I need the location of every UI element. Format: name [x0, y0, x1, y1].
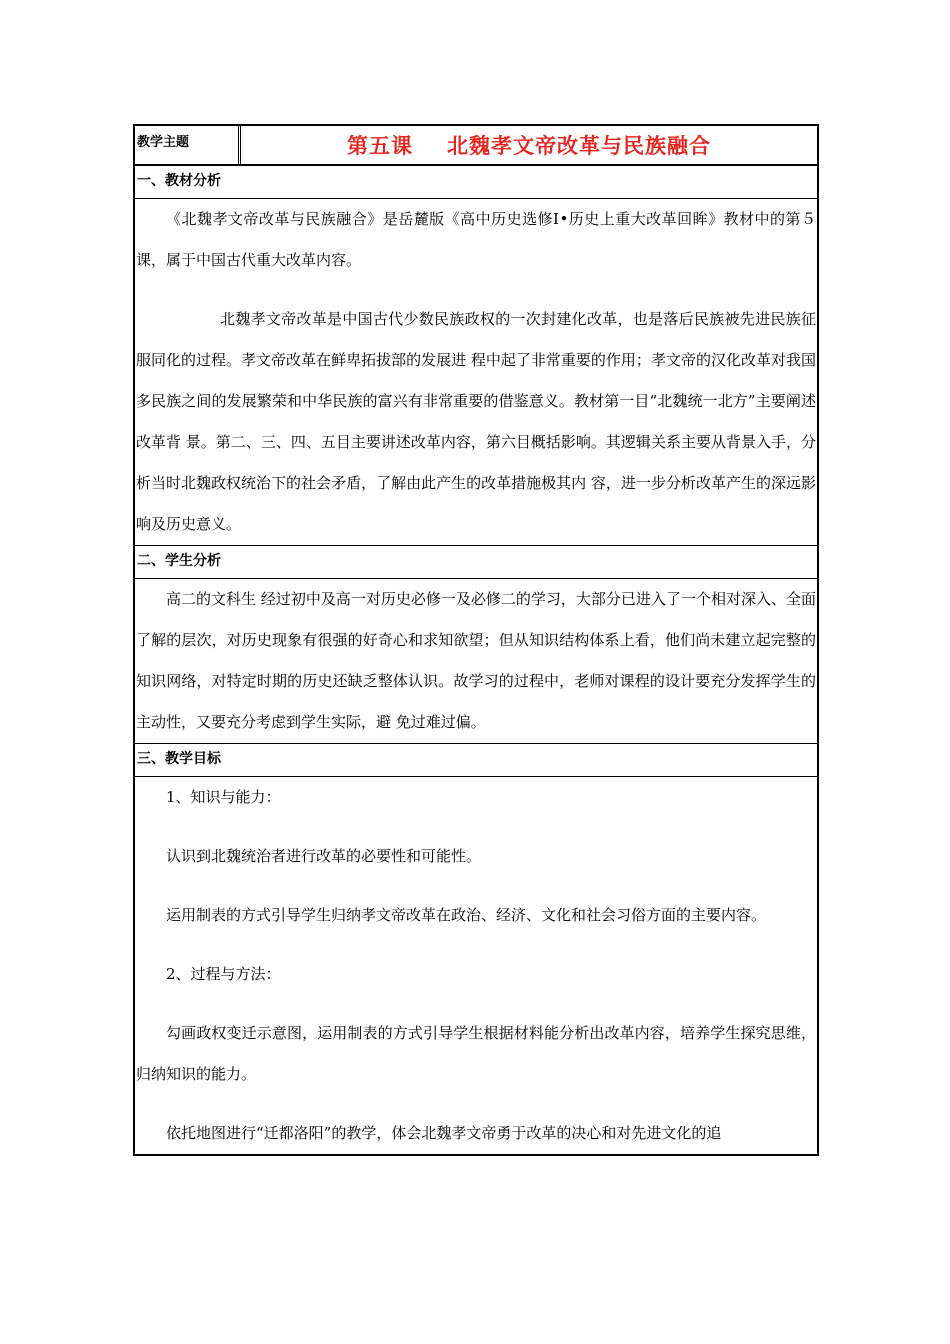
objective-method-item-1: 勾画政权变迁示意图，运用制表的方式引导学生根据材料能分析出改革内容，培养学生探究思维，归纳知识的能力。	[136, 1024, 816, 1083]
section-heading-textbook-analysis: 一、教材分析	[135, 166, 817, 199]
title-row	[135, 126, 817, 166]
textbook-analysis-paragraph-1: 《北魏孝文帝改革与民族融合》是岳麓版《高中历史选修Ⅰ•历史上重大改革回眸》教材中的第５课，属于中国古代重大改革内容。	[136, 210, 816, 269]
objective-knowledge-item-2: 运用制表的方式引导学生归纳孝文帝改革在政治、经济、文化和社会习俗方面的主要内容。	[166, 906, 767, 924]
objective-method-title: 2、过程与方法：	[166, 965, 281, 983]
lesson-title	[241, 126, 817, 164]
topic-label: 教学主题	[135, 126, 241, 164]
lesson-plan-table	[133, 124, 819, 1156]
textbook-analysis-body	[135, 199, 817, 546]
student-analysis-paragraph: 高二的文科生 经过初中及高一对历史必修一及必修二的学习，大部分已进入了一个相对深入、全面了解的层次，对历史现象有很强的好奇心和求知欲望；但从知识结构体系上看，他们尚未建立起完整的知识网络，对特定时期的历史还缺乏整体认识。故学习的过程中，老师对课程的设计要充分发挥学生的主动性，又要充分考虑到学生实际，避 免过难过偏。	[136, 590, 816, 731]
objective-knowledge-title: 1、知识与能力：	[166, 788, 281, 806]
textbook-analysis-paragraph-2: 北魏孝文帝改革是中国古代少数民族政权的一次封建化改革，也是落后民族被先进民族征服同化的过程。孝文帝改革在鲜卑拓拔部的发展进 程中起了非常重要的作用；孝文帝的汉化改革对我国多民族之间的发展繁荣和中华民族的富兴有非常重要的借鉴意义。教材第一目“北魏统一北方”主要阐述改革背 景。第二、三、四、五目主要讲述改革内容，第六目概括影响。其逻辑关系主要从背景入手，分析当时北魏政权统治下的社会矛盾，了解由此产生的改革措施极其内 容，进一步分析改革产生的深远影响及历史意义。	[136, 310, 816, 533]
objective-knowledge-item-1: 认识到北魏统治者进行改革的必要性和可能性。	[166, 847, 482, 865]
lesson-name: 北魏孝文帝改革与民族融合	[447, 134, 711, 158]
objective-method-item-2: 依托地图进行“迁都洛阳”的教学，体会北魏孝文帝勇于改革的决心和对先进文化的追	[166, 1124, 722, 1142]
section-heading-student-analysis: 二、学生分析	[135, 546, 817, 579]
lesson-number: 第五课	[347, 134, 413, 158]
student-analysis-body	[135, 579, 817, 744]
section-heading-teaching-objectives: 三、教学目标	[135, 744, 817, 777]
teaching-objectives-body	[135, 777, 817, 1154]
